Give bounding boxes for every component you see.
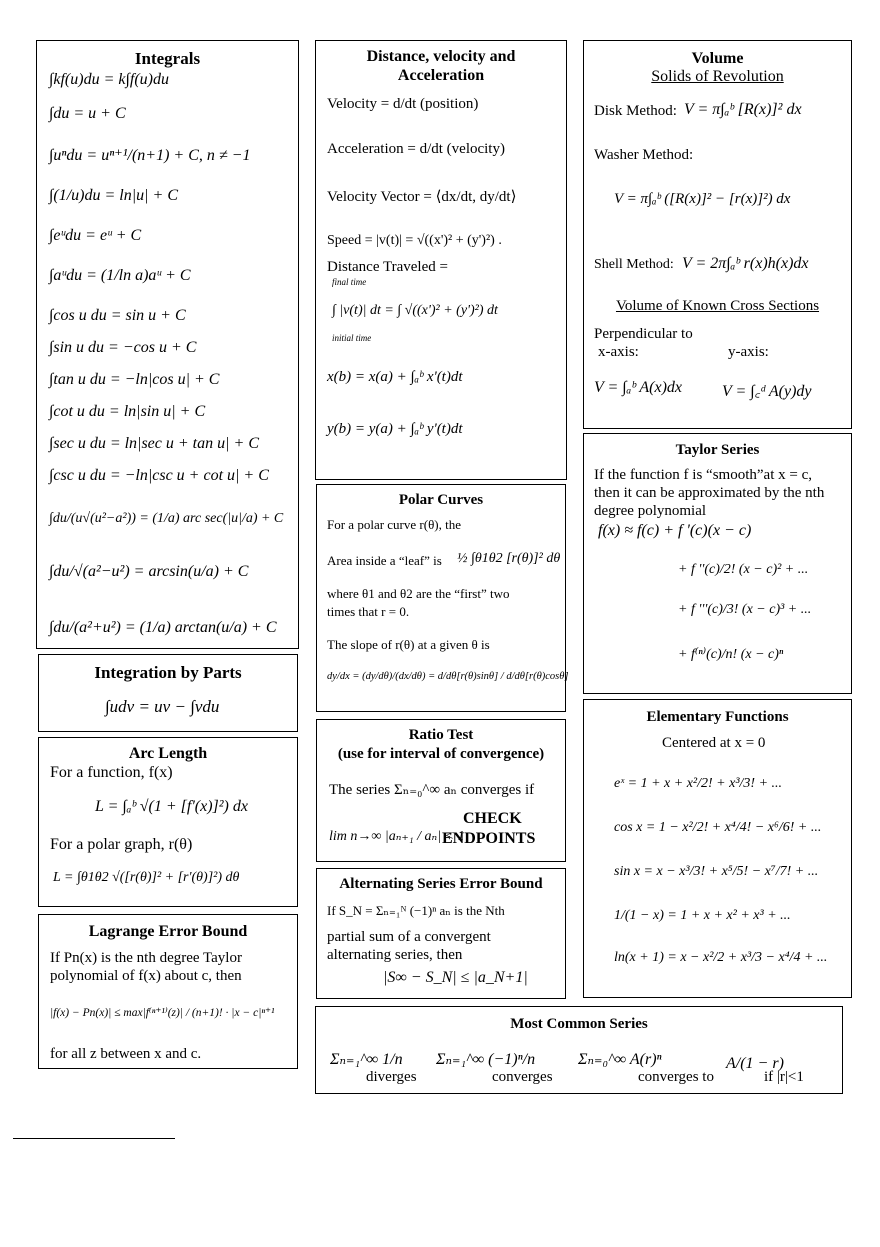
lagrange-title: Lagrange Error Bound <box>88 923 248 940</box>
taylor-text-1: If the function f is “smooth”at x = c, <box>594 467 812 483</box>
elementary-functions-box <box>583 699 852 998</box>
alternating-text-2: partial sum of a convergent <box>327 929 491 945</box>
ratio-series-text: The series Σₙ₌₀^∞ aₙ converges if <box>329 782 535 798</box>
lagrange-box <box>38 914 298 1069</box>
ratio-limit-formula: lim n→∞ |aₙ₊₁ / aₙ| < 1 <box>329 829 465 844</box>
common-series-box <box>315 1006 843 1094</box>
taylor-term-4: + f⁽ⁿ⁾(c)/n! (x − c)ⁿ <box>678 647 784 662</box>
elementary-centered: Centered at x = 0 <box>662 735 766 751</box>
volume-subtitle: Solids of Revolution <box>651 68 784 85</box>
series-geometric-text: converges to <box>638 1069 714 1085</box>
series-harmonic: Σₙ₌₁^∞ 1/n <box>330 1051 403 1068</box>
elementary-sin: sin x = x − x³/3! + x⁵/5! − x⁷/7! + ... <box>614 864 819 879</box>
polar-slope-label: The slope of r(θ) at a given θ is <box>327 637 490 652</box>
alternating-text-1: If S_N = Σₙ₌₁ᴺ (−1)ⁿ aₙ is the Nth <box>327 903 505 918</box>
distance-velocity-box <box>315 40 567 480</box>
common-series-title: Most Common Series <box>510 1016 648 1032</box>
washer-method-label: Washer Method: <box>594 147 694 163</box>
integral-formula: ∫sec u du = ln|sec u + tan u| + C <box>49 435 259 452</box>
arc-length-box <box>38 737 298 907</box>
lagrange-text-2: polynomial of f(x) about c, then <box>50 968 242 984</box>
lagrange-text-3: for all z between x and c. <box>50 1046 202 1062</box>
disk-method-label: Disk Method: <box>594 103 677 119</box>
ratio-title-line1: Ratio Test <box>408 727 474 743</box>
elementary-cos: cos x = 1 − x²/2! + x⁴/4! − x⁶/6! + ... <box>614 820 822 835</box>
taylor-series-box <box>583 433 852 694</box>
integral-formula: ∫kf(u)du = k∫f(u)du <box>49 71 169 88</box>
y-axis-label: y-axis: <box>728 344 769 360</box>
elementary-title: Elementary Functions <box>646 709 789 725</box>
polar-text-4: times that r = 0. <box>327 604 410 619</box>
polar-area-formula: ½ ∫θ1θ2 [r(θ)]² dθ <box>457 551 561 566</box>
distance-title-line2: Acceleration <box>397 67 485 84</box>
taylor-text-3: degree polynomial <box>594 503 707 519</box>
velocity-formula: Velocity = d/dt (position) <box>327 96 479 112</box>
taylor-term-3: + f '''(c)/3! (x − c)³ + ... <box>678 602 812 617</box>
elementary-geometric: 1/(1 − x) = 1 + x + x² + x³ + ... <box>614 908 791 923</box>
volume-title: Volume <box>691 50 744 67</box>
integral-formula: ∫sin u du = −cos u + C <box>49 339 197 356</box>
integration-by-parts-title: Integration by Parts <box>94 663 242 682</box>
integral-formula: ∫du = u + C <box>49 105 126 122</box>
series-alternating-harmonic: Σₙ₌₁^∞ (−1)ⁿ/n <box>436 1051 536 1068</box>
disk-method-formula: V = π∫ₐᵇ [R(x)]² dx <box>684 101 802 118</box>
cross-section-y-formula: V = ∫꜀ᵈ A(y)dy <box>722 383 812 400</box>
integral-formula: ∫du/(a²+u²) = (1/a) arctan(u/a) + C <box>49 619 277 636</box>
taylor-title: Taylor Series <box>675 442 760 458</box>
series-alternating-harmonic-text: converges <box>492 1069 553 1085</box>
arc-length-polar-label: For a polar graph, r(θ) <box>50 836 193 853</box>
cross-section-x-formula: V = ∫ₐᵇ A(x)dx <box>594 379 682 396</box>
washer-method-formula: V = π∫ₐᵇ ([R(x)]² − [r(x)]²) dx <box>614 191 791 207</box>
integral-formula: ∫du/√(a²−u²) = arcsin(u/a) + C <box>49 563 249 580</box>
position-x-formula: x(b) = x(a) + ∫ₐᵇ x'(t)dt <box>327 369 463 385</box>
integration-by-parts-formula: ∫udv = uv − ∫vdu <box>105 697 220 716</box>
alternating-text-3: alternating series, then <box>327 947 463 963</box>
position-y-formula: y(b) = y(a) + ∫ₐᵇ y'(t)dt <box>327 421 463 437</box>
cross-sections-title: Volume of Known Cross Sections <box>615 298 820 314</box>
acceleration-formula: Acceleration = d/dt (velocity) <box>327 141 505 157</box>
x-axis-label: x-axis: <box>598 344 639 360</box>
series-geometric-condition: if |r|<1 <box>764 1069 804 1085</box>
distance-title-line1: Distance, velocity and <box>366 48 516 65</box>
taylor-text-2: then it can be approximated by the nth <box>594 485 825 501</box>
arc-length-function-formula: L = ∫ₐᵇ √(1 + [f'(x)]²) dx <box>95 798 248 815</box>
distance-traveled-formula: ∫ |v(t)| dt = ∫ √((x')² + (y')²) dt <box>332 303 498 318</box>
series-geometric: Σₙ₌₀^∞ A(r)ⁿ <box>578 1051 662 1068</box>
lagrange-formula: |f(x) − Pn(x)| ≤ max|f⁽ⁿ⁺¹⁾(z)| / (n+1)! · |x − c|ⁿ⁺¹ <box>50 1007 275 1019</box>
alternating-title: Alternating Series Error Bound <box>339 876 543 892</box>
elementary-ln: ln(x + 1) = x − x²/2 + x³/3 − x⁴/4 + ... <box>614 950 828 965</box>
integral-formula: ∫du/(u√(u²−a²)) = (1/a) arc sec(|u|/a) + C <box>49 511 284 526</box>
perpendicular-label: Perpendicular to <box>594 326 693 342</box>
distance-limit-lower: initial time <box>332 333 372 343</box>
distance-traveled-label: Distance Traveled = <box>327 259 448 275</box>
alternating-formula: |S∞ − S_N| ≤ |a_N+1| <box>383 969 528 986</box>
integrals-box <box>36 40 299 649</box>
ratio-title-line2: (use for interval of convergence) <box>337 746 545 762</box>
ratio-check-line2: ENDPOINTS <box>442 830 536 847</box>
shell-method-formula: V = 2π∫ₐᵇ r(x)h(x)dx <box>682 255 809 272</box>
integration-by-parts-box <box>38 654 298 732</box>
integral-formula: ∫csc u du = −ln|csc u + cot u| + C <box>49 467 269 484</box>
shell-method-label: Shell Method: <box>594 257 674 272</box>
arc-length-polar-formula: L = ∫θ1θ2 √([r(θ)]² + [r'(θ)]²) dθ <box>53 870 240 885</box>
speed-formula: Speed = |v(t)| = √((x')² + (y')²) . <box>327 233 502 248</box>
lagrange-text-1: If Pn(x) is the nth degree Taylor <box>50 950 242 966</box>
polar-slope-formula: dy/dx = (dy/dθ)/(dx/dθ) = d/dθ[r(θ)sinθ] / d/dθ[r(θ)cosθ] <box>327 671 569 682</box>
series-geometric-value: A/(1 − r) <box>726 1055 784 1072</box>
integral-formula: ∫eᵘdu = eᵘ + C <box>49 227 142 244</box>
polar-title: Polar Curves <box>398 492 484 508</box>
polar-curves-box <box>316 484 569 712</box>
polar-text-1: For a polar curve r(θ), the <box>327 517 462 532</box>
distance-limit-upper: final time <box>332 277 367 287</box>
velocity-vector-formula: Velocity Vector = ⟨dx/dt, dy/dt⟩ <box>327 189 517 205</box>
volume-box <box>583 40 852 429</box>
footnote-divider <box>13 1138 175 1139</box>
integral-formula: ∫cos u du = sin u + C <box>49 307 186 324</box>
ratio-test-box <box>316 719 566 862</box>
integral-formula: ∫cot u du = ln|sin u| + C <box>49 403 206 420</box>
ratio-check-line1: CHECK <box>463 810 522 827</box>
arc-length-function-label: For a function, f(x) <box>50 764 173 781</box>
integral-formula: ∫uⁿdu = uⁿ⁺¹/(n+1) + C, n ≠ −1 <box>49 147 251 164</box>
elementary-exp: eˣ = 1 + x + x²/2! + x³/3! + ... <box>614 776 783 791</box>
arc-length-title: Arc Length <box>128 745 208 762</box>
polar-text-3: where θ1 and θ2 are the “first” two <box>327 586 510 601</box>
integral-formula: ∫(1/u)du = ln|u| + C <box>49 187 178 204</box>
integrals-title: Integrals <box>134 49 201 68</box>
taylor-term-1: f(x) ≈ f(c) + f '(c)(x − c) <box>598 522 752 539</box>
integral-formula: ∫aᵘdu = (1/ln a)aᵘ + C <box>49 267 191 284</box>
taylor-term-2: + f ''(c)/2! (x − c)² + ... <box>678 562 809 577</box>
polar-area-label: Area inside a “leaf” is <box>327 553 442 568</box>
alternating-series-box <box>316 868 566 999</box>
series-harmonic-text: diverges <box>366 1069 417 1085</box>
integral-formula: ∫tan u du = −ln|cos u| + C <box>49 371 220 388</box>
